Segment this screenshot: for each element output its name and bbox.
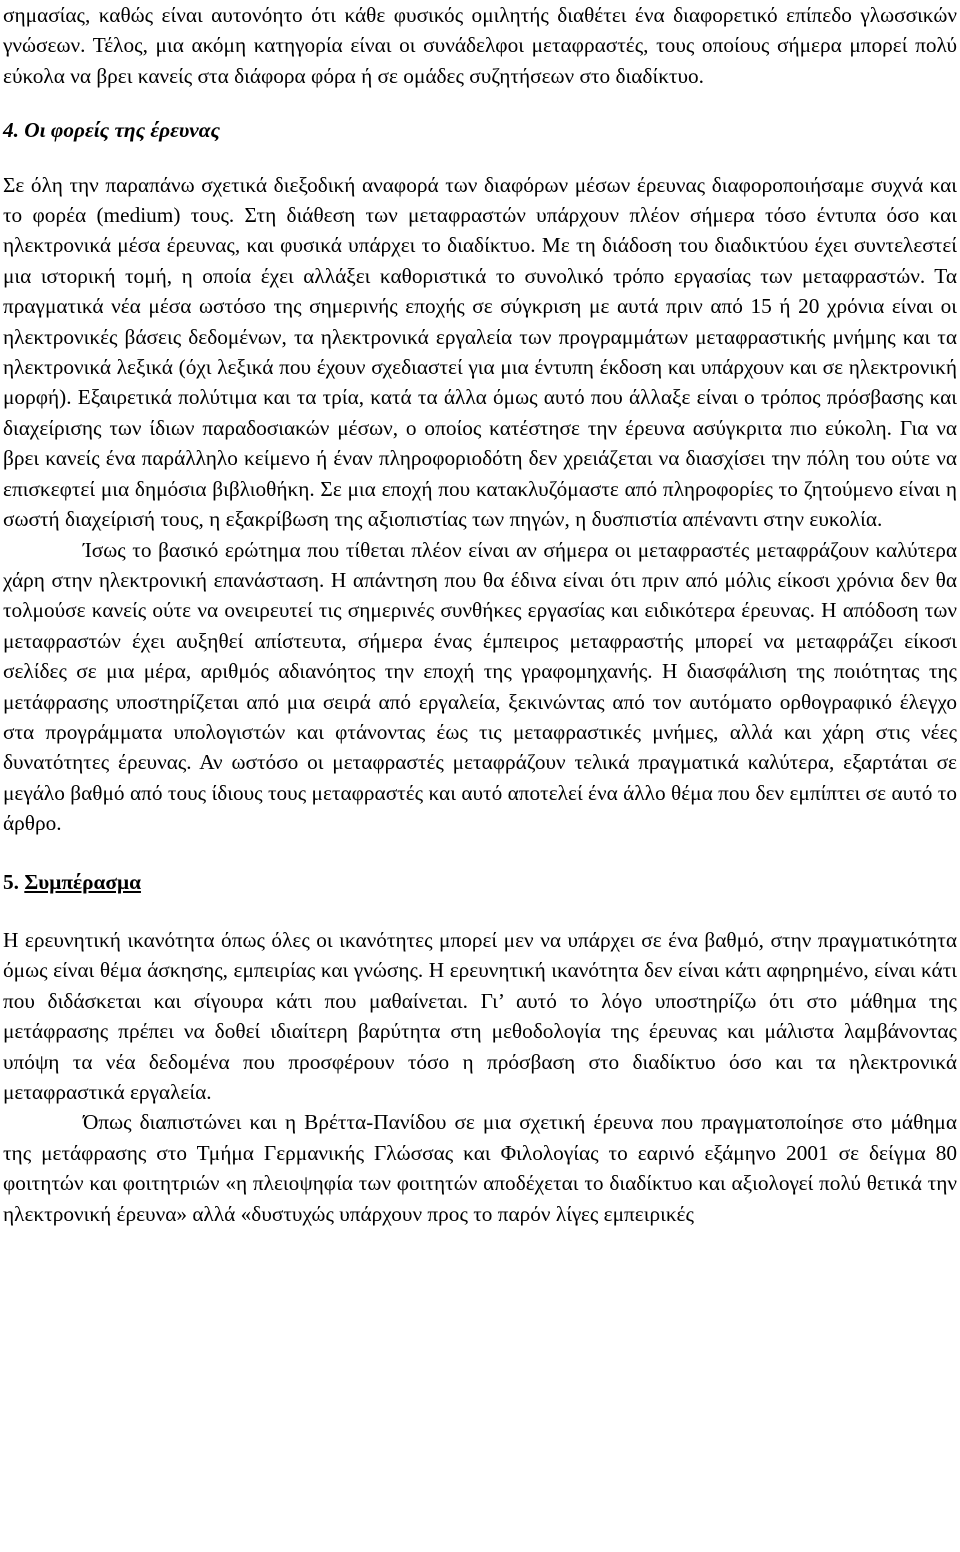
- section-5-title: Συμπέρασμα: [24, 869, 141, 894]
- section-4-heading: 4. Οι φορείς της έρευνας: [3, 118, 221, 143]
- document-page: [3, 0, 957, 1229]
- spacer: [3, 839, 957, 867]
- section-5-paragraph-2: Όπως διαπιστώνει και η Βρέττα-Πανίδου σε μια σχετική έρευνα που πραγματοποίησε στο μάθημα της μετάφρασης στο Τμήμα Γερμανικής Γλώσσας και Φιλολογίας το εαρινό εξάμηνο 2001 σε δείγμα 80 φοιτητών και φοιτητριών «η πλειοψηφία των φοιτητών αποδέχεται το διαδίκτυο και αξιολογεί πολύ θετικά την ηλεκτρονική έρευνα» αλλά «δυστυχώς υπάρχουν προς το παρόν λίγες εμπειρικές: [3, 1110, 957, 1226]
- spacer: [3, 146, 957, 170]
- spacer: [3, 897, 957, 925]
- section-5-heading: [3, 867, 957, 897]
- section-5-number: 5.: [3, 869, 19, 894]
- intro-paragraph: σημασίας, καθώς είναι αυτονόητο ότι κάθε φυσικός ομιλητής διαθέτει ένα διαφορετικό επίπεδο γλωσσικών γνώσεων. Τέλος, μια ακόμη κατηγορία είναι οι συνάδελφοι μεταφραστές, τους οποίους σήμερα μπορεί πολύ εύκολα να βρει κανείς στα διάφορα φόρα ή σε ομάδες συζητήσεων στο διαδίκτυο.: [3, 3, 957, 88]
- spacer: [3, 91, 957, 115]
- section-4-paragraph-2: Ίσως το βασικό ερώτημα που τίθεται πλέον είναι αν σήμερα οι μεταφραστές μεταφράζουν καλύτερα χάρη στην ηλεκτρονική επανάσταση. Η απάντηση που θα έδινα είναι ότι πριν από μόλις είκοσι χρόνια δεν θα τολμούσε κανείς ούτε να ονειρευτεί τις σημερινές συνθήκες εργασίας και ειδικότερα έρευνας. Η απόδοση των μεταφραστών έχει αυξηθεί απίστευτα, σήμερα ένας έμπειρος μεταφραστής μπορεί να μεταφράζει είκοσι σελίδες σε μια μέρα, αριθμός αδιανόητος την εποχή της γραφομηχανής. Η διασφάλιση της ποιότητας της μετάφρασης υποστηρίζεται από μια σειρά από εργαλεία, ξεκινώντας από τον αυτόματο ορθογραφικό έλεγχο στα προγράμματα υπολογιστών και φτάνοντας έως τις μεταφραστικές μνήμες, αλλά και χάρη στις νέες δυνατότητες έρευνας. Αν ωστόσο οι μεταφραστές μεταφράζουν τελικά πραγματικά καλύτερα, εξαρτάται σε μεγάλο βαθμό από τους ίδιους τους μεταφραστές και αυτό αποτελεί ένα άλλο θέμα που δεν εμπίπτει σε αυτό το άρθρο.: [3, 537, 957, 836]
- section-4-paragraph-1: Σε όλη την παραπάνω σχετικά διεξοδική αναφορά των διαφόρων μέσων έρευνας διαφοροποιήσαμε συχνά και το φορέα (medium) τους. Στη διάθεση των μεταφραστών υπάρχουν πλέον σήμερα τόσο έντυπα όσο και ηλεκτρονικά μέσα έρευνας, και φυσικά υπάρχει το διαδίκτυο. Με τη διάδοση του διαδικτύου έχει συντελεστεί μια ιστορική τομή, η οποία έχει αλλάξει καθοριστικά το συνολικό τρόπο εργασίας των μεταφραστών. Τα πραγματικά νέα μέσα ωστόσο της σημερινής εποχής σε σύγκριση με αυτά πριν από 15 ή 20 χρόνια είναι οι ηλεκτρονικές βάσεις δεδομένων, τα ηλεκτρονικά εργαλεία των προγραμμάτων μεταφραστικής μνήμης και τα ηλεκτρονικά λεξικά (όχι λεξικά που έχουν σχεδιαστεί για μια έντυπη έκδοση και υπάρχουν και σε ηλεκτρονική μορφή). Εξαιρετικά πολύτιμα και τα τρία, κατά τα άλλα όμως αυτό που άλλαξε είναι ο τρόπος πρόσβασης και διαχείρισης των ίδιων παραδοσιακών μέσων, ο οποίος κατέστησε την έρευνα ασύγκριτα πιο εύκολη. Για να βρει κανείς ένα παράλληλο κείμενο ή έναν πληροφοριοδότη δεν χρειάζεται να διασχίσει την πόλη του ούτε να επισκεφτεί μια δημόσια βιβλιοθήκη. Σε μια εποχή που κατακλυζόμαστε από πληροφορίες το ζητούμενο είναι η σωστή διαχείρισή τους, η εξακρίβωση της αξιοπιστίας των πηγών, η δυσπιστία απέναντι στην ευκολία.: [3, 172, 957, 532]
- section-5-paragraph-1: Η ερευνητική ικανότητα όπως όλες οι ικανότητες μπορεί μεν να υπάρχει σε ένα βαθμό, στην πραγματικότητα όμως είναι θέμα άσκησης, εμπειρίας και γνώσης. Η ερευνητική ικανότητα δεν είναι κάτι αφηρημένο, είναι κάτι που διδάσκεται και σίγουρα κάτι που μαθαίνεται. Γι’ αυτό το λόγο υποστηρίζω ότι στο μάθημα της μετάφρασης πρέπει να δοθεί ιδιαίτερη βαρύτητα στη μεθοδολογία της έρευνας και μάλιστα λαμβάνοντας υπόψη τα νέα δεδομένα που προσφέρουν τόσο η πρόσβαση στο διαδίκτυο όσο και τα ηλεκτρονικά μεταφραστικά εργαλεία.: [3, 927, 957, 1104]
